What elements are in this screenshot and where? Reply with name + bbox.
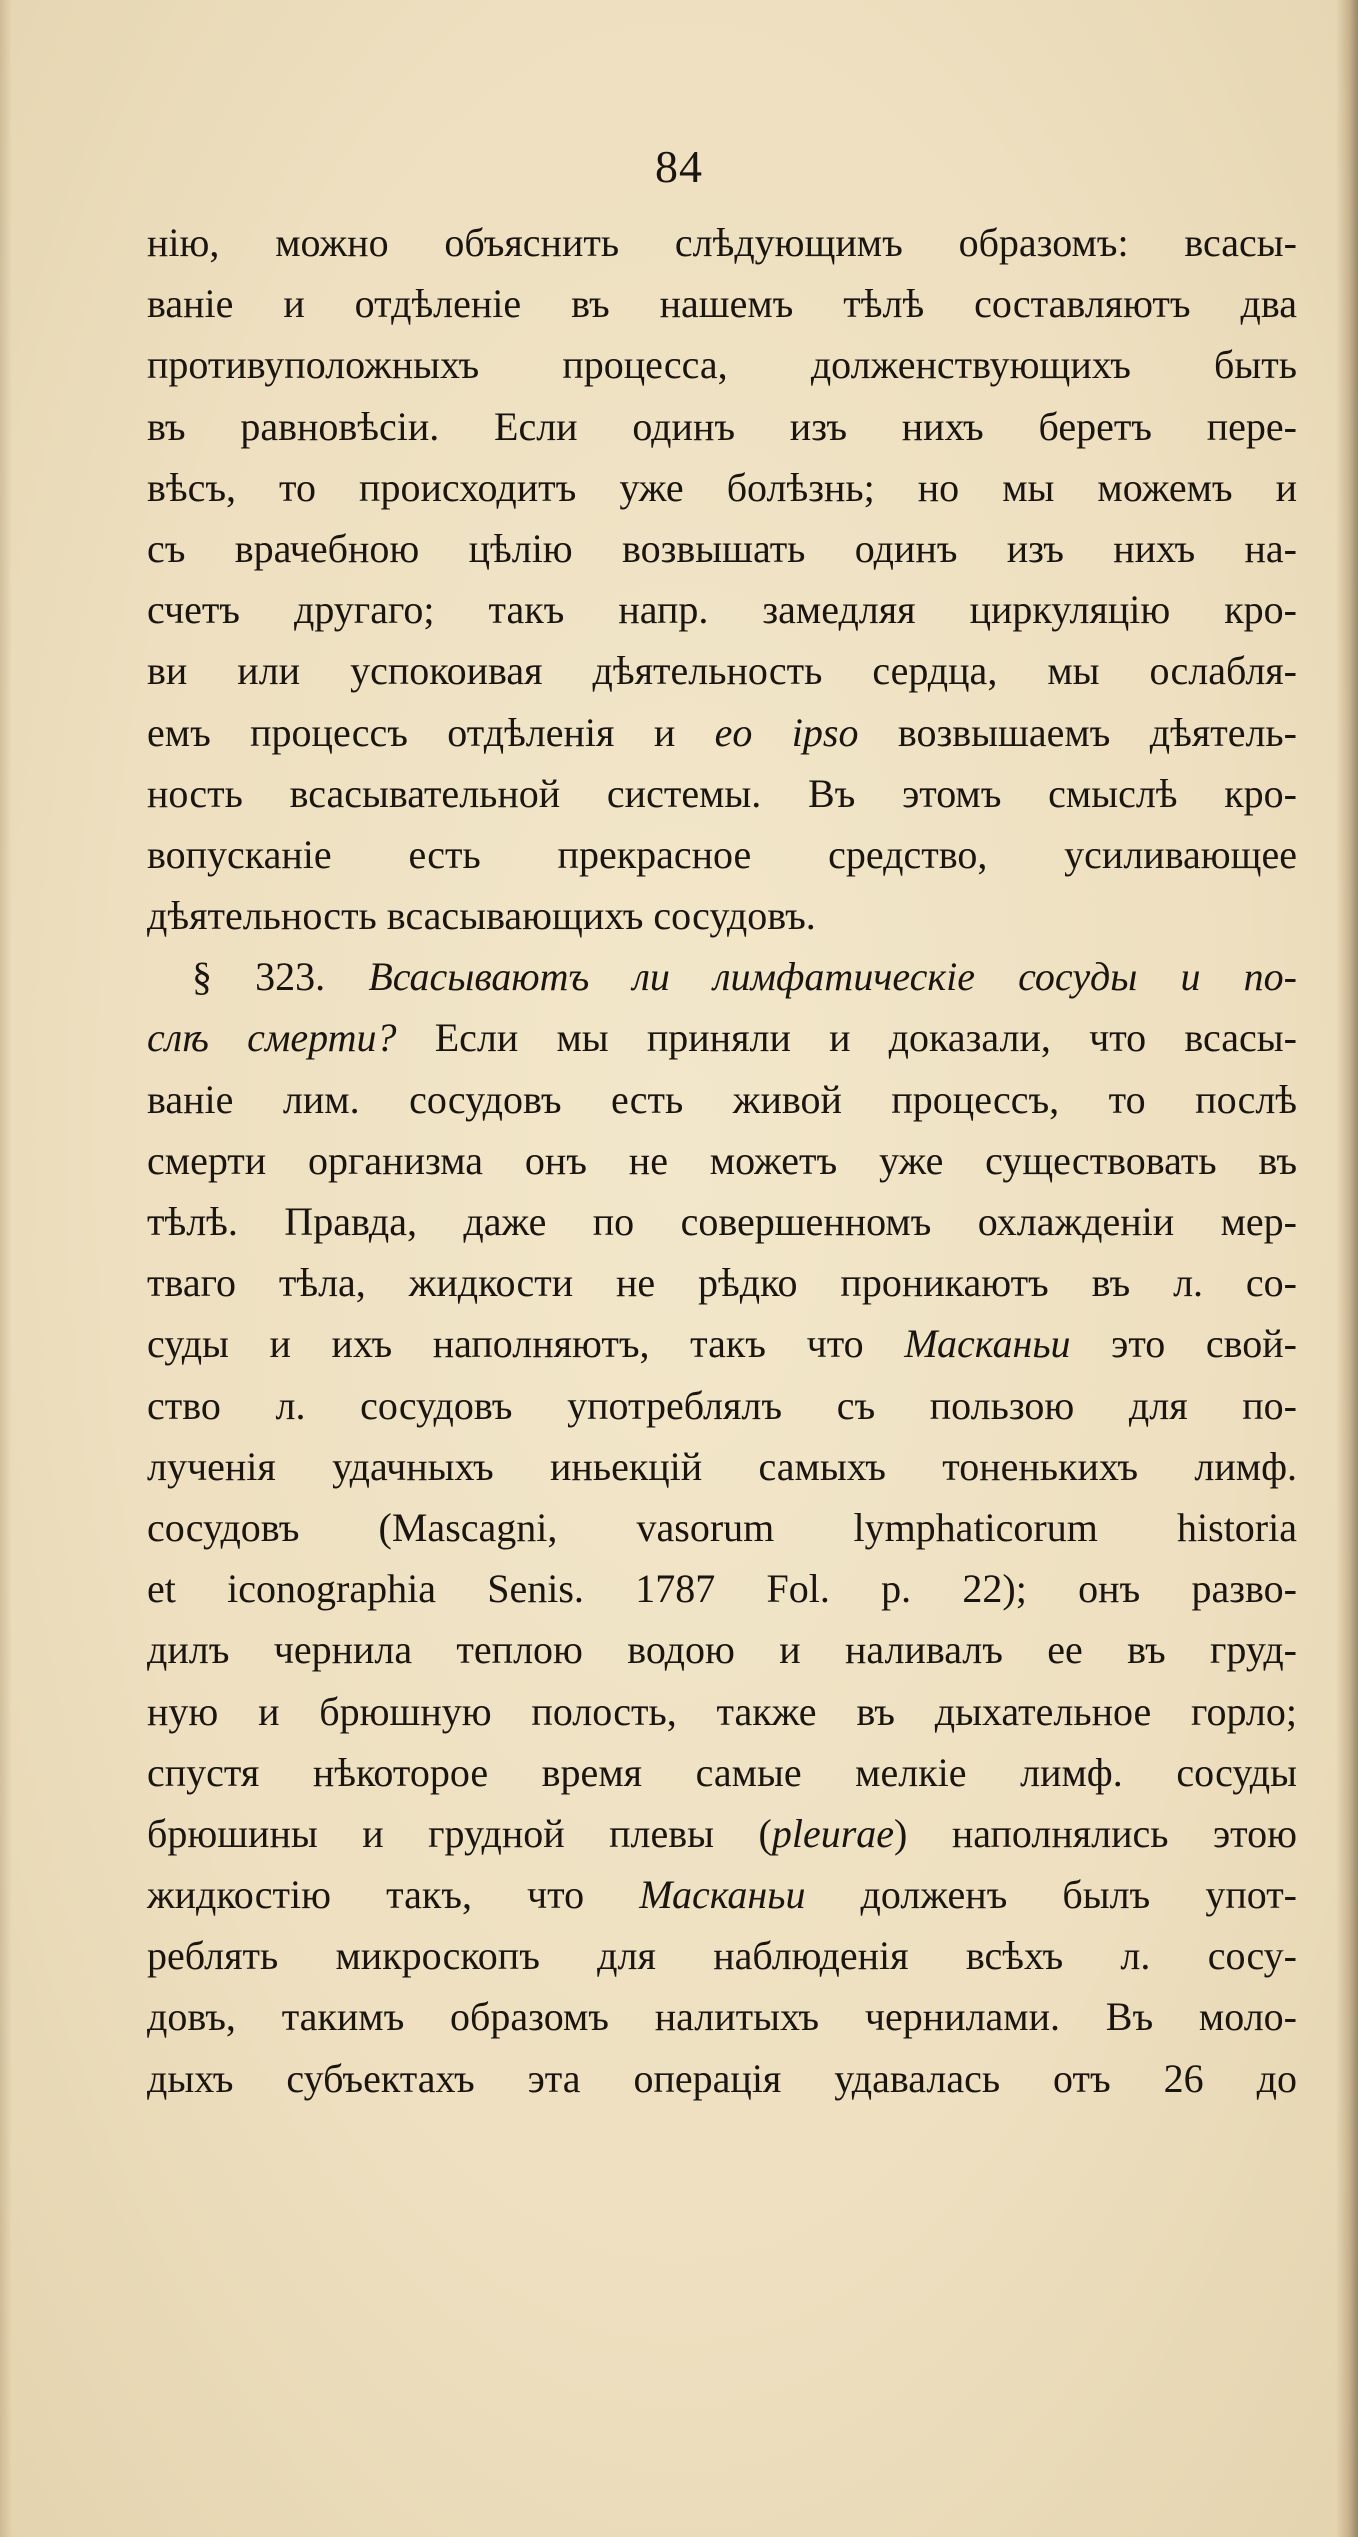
text-segment: съ врачебною цѣлію возвышать одинъ изъ нихъ на- [147,525,1297,571]
text-line [147,702,1297,763]
text-segment: § 323. [192,954,369,1000]
italic-text: Масканьи [904,1321,1071,1367]
text-segment: ность всасывательной системы. Въ этомъ смыслѣ кро- [147,770,1297,816]
text-line [147,1803,1297,1864]
text-line [147,1986,1297,2047]
text-segment: вопусканіе есть прекрасное средство, усиливающее [147,831,1297,877]
italic-text: eo ipso [714,709,859,755]
body-text [147,212,1297,2109]
text-segment: противуположныхъ процесса, долженствующихъ быть [147,342,1297,388]
text-segment: жидкостію такъ, что [147,1872,640,1918]
italic-text: pleurae [771,1810,895,1856]
text-line [147,1681,1297,1742]
text-segment: Если мы приняли и доказали, что всасы- [396,1015,1297,1061]
italic-text: Масканьи [639,1872,806,1918]
text-segment: счетъ другаго; такъ напр. замедляя циркуляцію кро- [147,587,1297,633]
text-line [147,1191,1297,1252]
text-segment: ви или успокоивая дѣятельность сердца, мы ослабля- [147,648,1297,694]
text-segment: возвышаемъ дѣятель- [858,709,1297,755]
text-segment: сосудовъ (Mascagni, vasorum lymphaticorum historia [147,1504,1297,1550]
text-line [147,1375,1297,1436]
text-segment: смерти организма онъ не можетъ уже существовать въ [147,1137,1297,1183]
text-segment: спустя нѣкоторое время самые мелкіе лимф. сосуды [147,1749,1297,1795]
text-line [147,640,1297,701]
text-segment: это свой- [1070,1321,1297,1367]
text-line [147,579,1297,640]
text-segment: дыхъ субъектахъ эта операція удавалась отъ 26 до [147,2055,1297,2101]
text-segment: ) наполнялись этою [894,1810,1298,1856]
italic-text: Всасываютъ ли лимфатическіе сосуды и по- [368,954,1297,1000]
text-line [147,212,1297,273]
page-number: 84 [655,141,703,192]
text-segment: суды и ихъ наполняютъ, такъ что [147,1321,905,1367]
text-line [147,273,1297,334]
text-line [147,518,1297,579]
text-line [147,1619,1297,1680]
page-right-edge-shadow [1336,0,1358,2537]
text-segment: емъ процессъ отдѣленія и [147,709,715,755]
text-line [147,457,1297,518]
text-line [147,1252,1297,1313]
text-line [147,1742,1297,1803]
text-segment: вѣсъ, то происходитъ уже болѣзнь; но мы можемъ и [147,464,1297,510]
text-segment: тѣлѣ. Правда, даже по совершенномъ охлажденіи мер- [147,1199,1297,1244]
page-left-edge-shadow [0,0,12,2537]
text-segment: въ равновѣсіи. Если одинъ изъ нихъ беретъ пере- [147,403,1297,449]
text-line [147,1007,1297,1068]
text-line [147,824,1297,885]
text-line [147,1497,1297,1558]
text-line [147,334,1297,395]
text-line [147,1313,1297,1374]
italic-text: слѣ смерти? [147,1015,397,1061]
text-line [147,1558,1297,1619]
text-line [147,1436,1297,1497]
text-line [147,1925,1297,1986]
text-segment: реблять микроскопъ для наблюденія всѣхъ л. сосу- [147,1933,1297,1979]
text-segment: брюшины и грудной плевы ( [147,1810,772,1856]
text-segment: ство л. сосудовъ употреблялъ съ пользою для по- [147,1382,1297,1428]
text-segment: долженъ былъ упот- [805,1872,1298,1918]
text-segment: et iconographia Senis. 1787 Fol. p. 22); онъ разво- [147,1566,1297,1612]
text-segment: довъ, такимъ образомъ налитыхъ чернилами. Въ моло- [147,1994,1297,2040]
text-line [147,946,1297,1007]
text-line [147,1069,1297,1130]
text-segment: ваніе и отдѣленіе въ нашемъ тѣлѣ составляютъ два [147,281,1297,327]
text-segment: ваніе лим. сосудовъ есть живой процессъ, то послѣ [147,1076,1297,1122]
text-line [147,2048,1297,2109]
text-line [147,763,1297,824]
text-segment: тваго тѣла, жидкости не рѣдко проникаютъ въ л. со- [147,1260,1297,1306]
text-segment: дѣятельность всасывающихъ сосудовъ. [147,893,816,939]
text-segment: ную и брюшную полость, также въ дыхательное горло; [147,1688,1297,1734]
text-line [147,396,1297,457]
text-segment: дилъ чернила теплою водою и наливалъ ее въ груд- [147,1627,1297,1673]
text-segment: нію, можно объяснить слѣдующимъ образомъ: всасы- [147,220,1297,265]
text-line [147,1864,1297,1925]
text-line [147,1130,1297,1191]
text-segment: лученія удачныхъ иньекцій самыхъ тоненькихъ лимф. [147,1443,1297,1489]
text-line [147,885,1297,946]
